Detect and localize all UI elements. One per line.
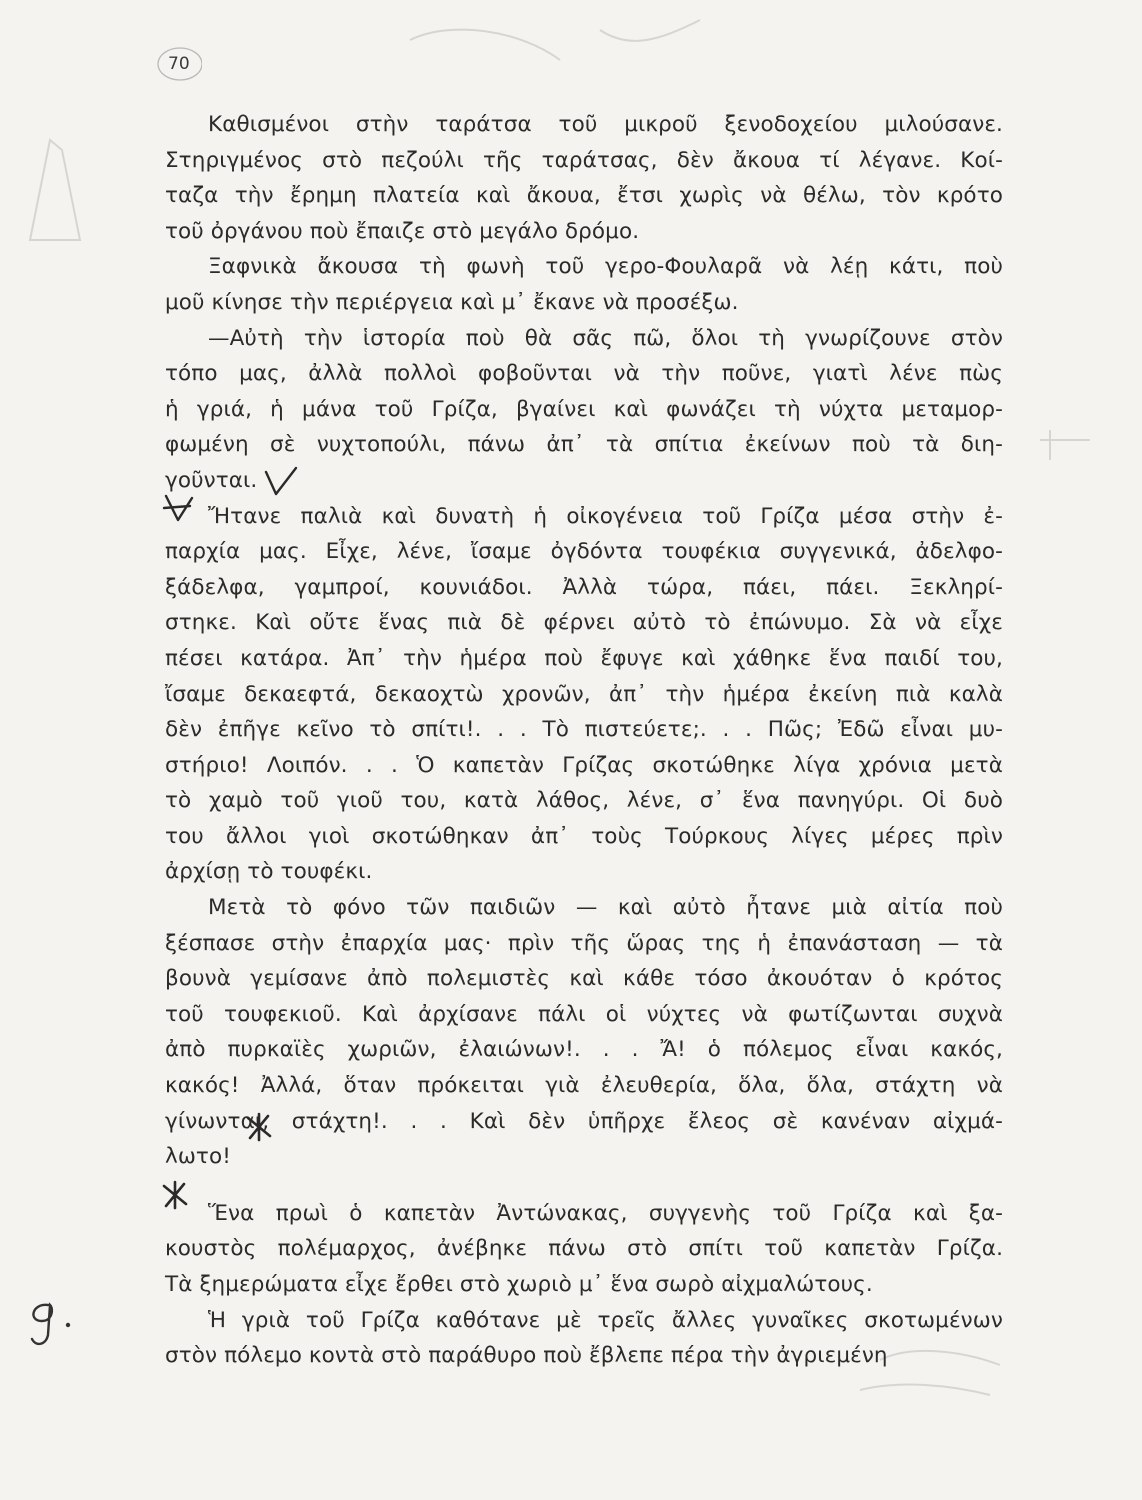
text-line: Καθισμένοι στὴν ταράτσα τοῦ μικροῦ ξενοδοχείου μιλούσανε. bbox=[208, 112, 1003, 137]
page-number: 70 bbox=[168, 54, 190, 74]
text-line: δὲν ἐπῆγε κεῖνο τὸ σπίτι!. . . Τὸ πιστεύετε;. . . Πῶς; Ἐδῶ εἶναι μυ- bbox=[165, 717, 1003, 743]
text-line: γίνωνται, στάχτη!. . . Καὶ δὲν ὑπῆρχε ἔλεος σὲ κανέναν αἰχμά- bbox=[165, 1108, 1003, 1134]
text-line: στηκε. Καὶ οὔτε ἕνας πιὰ δὲ φέρνει αὐτὸ τὸ ἐπώνυμο. Σὰ νὰ εἶχε bbox=[165, 610, 1003, 636]
handwritten-star-mark-icon bbox=[160, 1180, 190, 1210]
text-line: Ἕνα πρωὶ ὁ καπετὰν Ἀντώνακας, συγγενὴς τοῦ Γρίζα καὶ ξα- bbox=[208, 1200, 1003, 1226]
text-line: ξέσπασε στὴν ἐπαρχία μας· πρὶν τῆς ὥρας της ἡ ἐπανάσταση — τὰ bbox=[165, 930, 1003, 956]
text-line: τόπο μας, ἀλλὰ πολλοὶ φοβοῦνται νὰ τὴν ποῦνε, γιατὶ λένε πὼς bbox=[165, 361, 1003, 387]
text-line: ἀρχίσῃ τὸ τουφέκι. bbox=[165, 859, 373, 885]
paragraph-7 bbox=[165, 1303, 1003, 1374]
text-line: Ἤτανε παλιὰ καὶ δυνατὴ ἡ οἰκογένεια τοῦ Γρίζα μέσα στὴν ἐ- bbox=[208, 503, 1003, 529]
text-line: ἡ γριά, ἡ μάνα τοῦ Γρίζα, βγαίνει καὶ φωνάζει τὴ νύχτα μεταμορ- bbox=[165, 396, 1003, 422]
text-line: ἴσαμε δεκαεφτά, δεκαοχτὼ χρονῶν, ἀπ᾽ τὴν ἡμέρα ἐκείνη πιὰ καλὰ bbox=[165, 681, 1003, 707]
paragraph-4 bbox=[165, 499, 1003, 891]
text-line: τοῦ τουφεκιοῦ. Καὶ ἀρχίσανε πάλι οἱ νύχτες νὰ φωτίζωνται συχνὰ bbox=[165, 1001, 1003, 1027]
text-line: λωτο! bbox=[165, 1144, 231, 1170]
text-line: κακός! Ἀλλά, ὅταν πρόκειται γιὰ ἐλευθερία, ὅλα, ὅλα, στάχτη νὰ bbox=[165, 1073, 1003, 1099]
text-line: Τὰ ξημερώματα εἶχε ἔρθει στὸ χωριὸ μ᾽ ἕνα σωρὸ αἰχμαλώτους. bbox=[165, 1272, 873, 1297]
text-line: τὸ χαμὸ τοῦ γιοῦ του, κατὰ λάθος, λένε, σ᾽ ἕνα πανηγύρι. Οἱ δυὸ bbox=[165, 788, 1003, 814]
paragraph-5 bbox=[165, 890, 1003, 1175]
text-line: φωμένη σὲ νυχτοπούλι, πάνω ἀπ᾽ τὰ σπίτια ἐκείνων ποὺ τὰ διη- bbox=[165, 432, 1003, 458]
text-line: Στηριγμένος στὸ πεζούλι τῆς ταράτσας, δὲν ἄκουα τί λέγανε. Κοί- bbox=[165, 147, 1003, 173]
text-line: κουστὸς πολέμαρχος, ἀνέβηκε πάνω στὸ σπίτι τοῦ καπετὰν Γρίζα. bbox=[165, 1236, 1003, 1262]
text-line: παρχία μας. Εἶχε, λένε, ἴσαμε ὀγδόντα τουφέκια συγγενικά, ἀδελφο- bbox=[165, 539, 1003, 565]
paragraph-2 bbox=[165, 249, 1003, 320]
text-line: γοῦνται. bbox=[165, 467, 258, 493]
handwritten-margin-note-icon bbox=[18, 1295, 88, 1355]
section-gap bbox=[165, 1175, 1003, 1196]
text-line: βουνὰ γεμίσανε ἀπὸ πολεμιστὲς καὶ κάθε τόσο ἀκουόταν ὁ κρότος bbox=[165, 966, 1003, 992]
text-line: μοῦ κίνησε τὴν περιέργεια καὶ μ᾽ ἔκανε νὰ προσέξω. bbox=[165, 289, 739, 315]
text-line: του ἄλλοι γιοὶ σκοτώθηκαν ἀπ᾽ τοὺς Τούρκους λίγες μέρες πρὶν bbox=[165, 823, 1003, 849]
text-line: Μετὰ τὸ φόνο τῶν παιδιῶν — καὶ αὐτὸ ἦτανε μιὰ αἰτία ποὺ bbox=[208, 895, 1003, 921]
main-text bbox=[165, 107, 1003, 1374]
text-line: τοῦ ὀργάνου ποὺ ἔπαιζε στὸ μεγάλο δρόμο. bbox=[165, 218, 640, 244]
text-line: —Αὐτὴ τὴν ἱστορία ποὺ θὰ σᾶς πῶ, ὅλοι τὴ γνωρίζουνε στὸν bbox=[208, 325, 1003, 351]
text-line: πέσει κατάρα. Ἀπ᾽ τὴν ἡμέρα ποὺ ἔφυγε καὶ χάθηκε ἕνα παιδί του, bbox=[165, 645, 1003, 671]
handwritten-check-mark-icon bbox=[262, 464, 302, 500]
handwritten-star-mark-icon bbox=[244, 1112, 274, 1142]
text-line: Ἡ γριὰ τοῦ Γρίζα καθότανε μὲ τρεῖς ἄλλες γυναῖκες σκοτωμένων bbox=[208, 1307, 1003, 1333]
handwritten-insertion-mark-icon bbox=[160, 490, 196, 526]
text-line: ταζα τὴν ἔρημη πλατεία καὶ ἄκουα, ἔτσι χωρὶς νὰ θέλω, τὸν κρότο bbox=[165, 183, 1003, 209]
text-line: Ξαφνικὰ ἄκουσα τὴ φωνὴ τοῦ γερο-Φουλαρᾶ νὰ λέῃ κάτι, ποὺ bbox=[208, 254, 1003, 280]
text-line: ξάδελφα, γαμπροί, κουνιάδοι. Ἀλλὰ τώρα, πάει, πάει. Ξεκληρί- bbox=[165, 574, 1003, 600]
paragraph-1 bbox=[165, 107, 1003, 249]
text-line: ἀπὸ πυρκαϊὲς χωριῶν, ἐλαιώνων!. . . Ἄ! ὁ πόλεμος εἶναι κακός, bbox=[165, 1037, 1003, 1063]
paragraph-6 bbox=[165, 1196, 1003, 1303]
text-line: στὸν πόλεμο κοντὰ στὸ παράθυρο ποὺ ἔβλεπε πέρα τὴν ἀγριεμένη bbox=[165, 1343, 888, 1369]
text-line: στήριο! Λοιπόν. . . Ὁ καπετὰν Γρίζας σκοτώθηκε λίγα χρόνια μετὰ bbox=[165, 752, 1003, 778]
